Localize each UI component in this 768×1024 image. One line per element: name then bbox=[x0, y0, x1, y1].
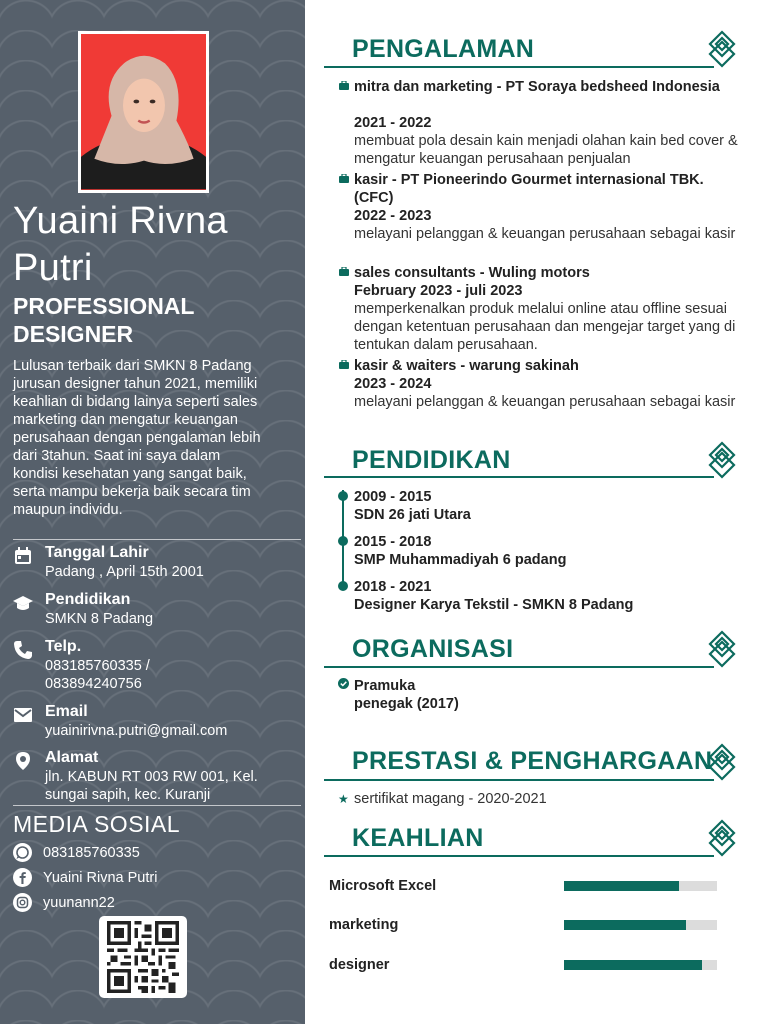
contact-email bbox=[13, 702, 303, 742]
star-icon: ★ bbox=[338, 792, 349, 806]
award-text: sertifikat magang - 2020-2021 bbox=[354, 791, 547, 807]
section-title-experience: PENGALAMAN bbox=[352, 35, 535, 63]
skill-item bbox=[329, 916, 719, 938]
contact-birthdate bbox=[13, 543, 303, 583]
ornament-icon bbox=[707, 743, 737, 781]
experience-period: 2023 - 2024 bbox=[354, 376, 432, 392]
skill-name: designer bbox=[329, 957, 390, 973]
skill-bar-track bbox=[564, 881, 717, 891]
calendar-icon bbox=[13, 546, 33, 566]
organization-item bbox=[338, 676, 638, 716]
qr-code bbox=[99, 916, 187, 998]
education-school: SMP Muhammadiyah 6 padang bbox=[354, 552, 567, 568]
social-facebook[interactable] bbox=[13, 868, 303, 888]
experience-desc: memperkenalkan produk melalui online atau offline sesuai dengan ketentuan perusahaan dan mengejar target yang di tentukan dalam perusahaan. bbox=[354, 301, 736, 353]
experience-title: kasir & waiters - warung sakinah bbox=[354, 358, 579, 374]
social-text: Yuaini Rivna Putri bbox=[43, 870, 158, 886]
experience-title: kasir - PT Pioneerindo Gourmet internasional TBK. (CFC) bbox=[354, 172, 704, 206]
education-period: 2018 - 2021 bbox=[354, 579, 432, 595]
section-title-organization: ORGANISASI bbox=[352, 635, 514, 663]
graduation-cap-icon bbox=[13, 593, 33, 613]
section-underline bbox=[324, 666, 714, 668]
briefcase-icon bbox=[339, 81, 349, 90]
education-period: 2009 - 2015 bbox=[354, 489, 432, 505]
briefcase-icon bbox=[339, 360, 349, 369]
education-item bbox=[338, 578, 718, 616]
experience-desc: melayani pelanggan & keuangan perusahaan sebagai kasir bbox=[354, 226, 736, 242]
section-underline bbox=[324, 779, 714, 781]
ornament-icon bbox=[707, 441, 737, 479]
briefcase-icon bbox=[339, 174, 349, 183]
skill-name: Microsoft Excel bbox=[329, 878, 437, 894]
section-title-awards: PRESTASI & PENGHARGAAN bbox=[352, 747, 713, 775]
media-section-title: MEDIA SOSIAL bbox=[13, 811, 181, 837]
contact-label: Pendidikan bbox=[45, 591, 131, 608]
organization-detail: penegak (2017) bbox=[354, 696, 459, 712]
organization-name: Pramuka bbox=[354, 678, 416, 694]
education-item bbox=[338, 488, 718, 526]
education-period: 2015 - 2018 bbox=[354, 534, 432, 550]
mail-icon bbox=[13, 705, 33, 725]
experience-period: February 2023 - juli 2023 bbox=[354, 283, 523, 299]
education-school: Designer Karya Tekstil - SMKN 8 Padang bbox=[354, 597, 634, 613]
experience-item bbox=[339, 78, 739, 168]
contact-address bbox=[13, 748, 303, 804]
job-role: PROFESSIONAL DESIGNER bbox=[13, 293, 195, 347]
experience-title: sales consultants - Wuling motors bbox=[354, 265, 590, 281]
social-text: yuunann22 bbox=[43, 895, 115, 911]
contact-label: Tanggal Lahir bbox=[45, 544, 149, 561]
section-title-skills: KEAHLIAN bbox=[352, 824, 484, 852]
instagram-icon bbox=[13, 893, 32, 912]
ornament-icon bbox=[707, 30, 737, 68]
contact-value: 083185760335 / 083894240756 bbox=[45, 658, 150, 692]
experience-title: mitra dan marketing - PT Soraya bedsheed Indonesia bbox=[354, 79, 720, 95]
location-pin-icon bbox=[13, 751, 33, 771]
social-whatsapp[interactable] bbox=[13, 843, 303, 863]
section-title-education: PENDIDIKAN bbox=[352, 446, 511, 474]
profile-photo bbox=[78, 31, 209, 193]
experience-item bbox=[339, 264, 739, 354]
section-underline bbox=[324, 476, 714, 478]
skill-item bbox=[329, 877, 719, 899]
experience-desc: melayani pelanggan & keuangan perusahaan sebagai kasir bbox=[354, 394, 736, 410]
full-name: Yuaini Rivna Putri bbox=[13, 200, 228, 289]
qr-code-icon bbox=[104, 921, 182, 993]
skill-bar-track bbox=[564, 960, 717, 970]
timeline-dot bbox=[338, 581, 348, 591]
experience-period: 2021 - 2022 bbox=[354, 115, 432, 131]
phone-icon bbox=[13, 640, 33, 660]
contact-value: yuainirivna.putri@gmail.com bbox=[45, 723, 228, 739]
whatsapp-icon bbox=[13, 843, 32, 862]
social-text: 083185760335 bbox=[43, 845, 140, 861]
education-school: SDN 26 jati Utara bbox=[354, 507, 471, 523]
ornament-icon bbox=[707, 630, 737, 668]
contact-label: Email bbox=[45, 703, 88, 720]
contact-value: SMKN 8 Padang bbox=[45, 611, 154, 627]
skill-bar-fill bbox=[564, 920, 686, 930]
contact-education bbox=[13, 590, 303, 630]
timeline-dot bbox=[338, 536, 348, 546]
sidebar bbox=[0, 0, 305, 1024]
contact-label: Alamat bbox=[45, 749, 99, 766]
briefcase-icon bbox=[339, 267, 349, 276]
social-instagram[interactable] bbox=[13, 893, 303, 913]
education-item bbox=[338, 533, 718, 571]
profile-summary: Lulusan terbaik dari SMKN 8 Padang jurusan designer tahun 2021, memiliki keahlian di bidang lainya seperti sales marketing dan mengatur keuangan perusahaan dengan pengalaman lebih dari 3tahun. Saat ini saya dalam kondisi kesehatan yang sangat baik, serta mampu bekerja baik secara tim maupun individu. bbox=[13, 358, 261, 518]
experience-desc: membuat pola desain kain menjadi olahan kain bed cover & mengatur keuangan perusahaan penjualan bbox=[354, 133, 738, 167]
portrait-image bbox=[81, 34, 206, 190]
experience-item bbox=[339, 171, 739, 261]
contact-value: Padang , April 15th 2001 bbox=[45, 564, 204, 580]
check-circle-icon bbox=[338, 678, 349, 689]
skill-item bbox=[329, 956, 719, 978]
skill-bar-track bbox=[564, 920, 717, 930]
contact-value: jln. KABUN RT 003 RW 001, Kel. sungai sapih, kec. Kuranji bbox=[45, 769, 258, 803]
contact-phone bbox=[13, 637, 303, 695]
skill-name: marketing bbox=[329, 917, 399, 933]
divider bbox=[13, 539, 301, 540]
ornament-icon bbox=[707, 819, 737, 857]
experience-item bbox=[339, 357, 739, 429]
facebook-icon bbox=[13, 868, 32, 887]
timeline-dot bbox=[338, 491, 348, 501]
contact-label: Telp. bbox=[45, 638, 82, 655]
skill-bar-fill bbox=[564, 960, 702, 970]
skill-bar-fill bbox=[564, 881, 679, 891]
divider bbox=[13, 805, 301, 806]
section-underline bbox=[324, 855, 714, 857]
experience-period: 2022 - 2023 bbox=[354, 208, 432, 224]
award-item bbox=[338, 790, 638, 810]
section-underline bbox=[324, 66, 714, 68]
